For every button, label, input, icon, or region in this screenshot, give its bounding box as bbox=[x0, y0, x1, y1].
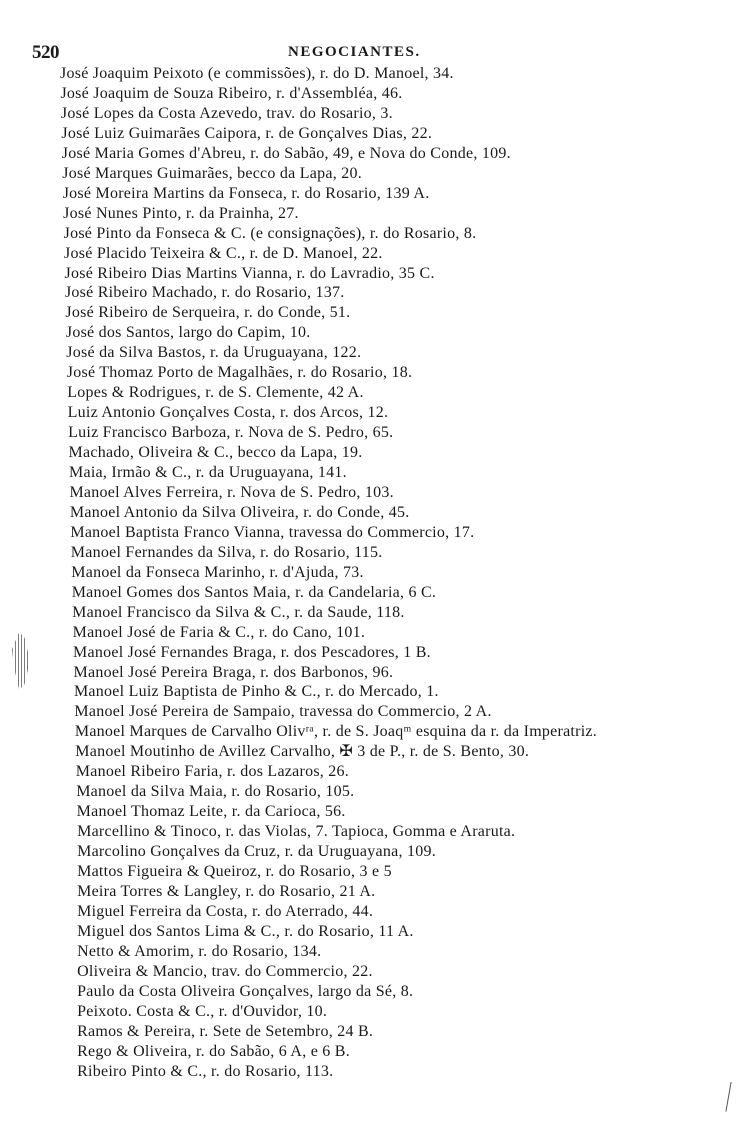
directory-entry: José Ribeiro Machado, r. do Rosario, 137. bbox=[64, 284, 345, 302]
directory-entry: José Luiz Guimarães Caipora, r. de Gonçalves Dias, 22. bbox=[61, 124, 433, 142]
directory-entry: Manoel Gomes dos Santos Maia, r. da Candelaria, 6 C. bbox=[71, 583, 437, 601]
directory-entry: Netto & Amorim, r. do Rosario, 134. bbox=[77, 942, 322, 960]
directory-entry: Manoel Francisco da Silva & C., r. da Saude, 118. bbox=[72, 603, 405, 621]
directory-entry: Marcolino Gonçalves da Cruz, r. da Uruguayana, 109. bbox=[77, 843, 436, 861]
directory-entry: José Moreira Martins da Fonseca, r. do Rosario, 139 A. bbox=[62, 184, 430, 202]
directory-entry: Ribeiro Pinto & C., r. do Rosario, 113. bbox=[77, 1062, 334, 1080]
directory-entry: José Placido Teixeira & C., r. de D. Manoel, 22. bbox=[64, 244, 383, 262]
directory-entry: José Ribeiro de Serqueira, r. do Conde, 51. bbox=[65, 304, 351, 322]
directory-entry: Manoel da Silva Maia, r. do Rosario, 105. bbox=[76, 783, 355, 801]
directory-entry: Manoel José Pereira de Sampaio, travessa do Commercio, 2 A. bbox=[74, 703, 492, 721]
directory-entry: José Marques Guimarães, becco da Lapa, 20. bbox=[62, 164, 362, 182]
directory-entry: Mattos Figueira & Queiroz, r. do Rosario, 3 e 5 bbox=[77, 863, 392, 880]
directory-entry: Manoel Moutinho de Avillez Carvalho, ✠ 3 de P., r. de S. Bento, 30. bbox=[75, 743, 530, 761]
directory-entry: José Maria Gomes d'Abreu, r. do Sabão, 49, e Nova do Conde, 109. bbox=[61, 144, 511, 162]
directory-entry: Manoel da Fonseca Marinho, r. d'Ajuda, 73. bbox=[71, 563, 364, 581]
directory-entry: José Lopes da Costa Azevedo, trav. do Rosario, 3. bbox=[60, 104, 393, 122]
directory-entry: José Ribeiro Dias Martins Vianna, r. do Lavradio, 35 C. bbox=[64, 264, 435, 282]
directory-entry: Maia, Irmão & C., r. da Uruguayana, 141. bbox=[69, 464, 347, 481]
running-head-title: NEGOCIANTES. bbox=[288, 44, 421, 60]
directory-entry: José Nunes Pinto, r. da Prainha, 27. bbox=[63, 204, 299, 222]
directory-entry: Peixoto. Costa & C., r. d'Ouvidor, 10. bbox=[77, 1002, 328, 1020]
directory-entry: José da Silva Bastos, r. da Uruguayana, 122. bbox=[66, 344, 362, 362]
directory-entry: Oliveira & Mancio, trav. do Commercio, 22. bbox=[77, 962, 373, 980]
directory-entry: Manoel José de Faria & C., r. do Cano, 101. bbox=[72, 623, 366, 641]
directory-entry: José Pinto da Fonseca & C. (e consignações), r. do Rosario, 8. bbox=[63, 224, 477, 242]
directory-entry: Paulo da Costa Oliveira Gonçalves, largo da Sé, 8. bbox=[77, 982, 414, 1000]
margin-mark bbox=[725, 1082, 733, 1112]
directory-entry: Miguel Ferreira da Costa, r. do Aterrado, 44. bbox=[77, 902, 374, 920]
directory-entry: Miguel dos Santos Lima & C., r. do Rosario, 11 A. bbox=[77, 922, 414, 940]
directory-entry: Machado, Oliveira & C., becco da Lapa, 19. bbox=[68, 444, 363, 462]
page-number: 520 bbox=[32, 42, 59, 63]
directory-entry: José Thomaz Porto de Magalhães, r. do Rosario, 18. bbox=[66, 364, 413, 382]
directory-entry: Luiz Antonio Gonçalves Costa, r. dos Arcos, 12. bbox=[67, 404, 389, 422]
directory-entry: Rego & Oliveira, r. do Sabão, 6 A, e 6 B. bbox=[77, 1042, 350, 1060]
directory-entry: Manoel Marques de Carvalho Olivʳᵃ, r. de S. Joaqᵐ esquina da r. da Imperatriz. bbox=[74, 723, 597, 741]
directory-entry: Manoel Luiz Baptista de Pinho & C., r. do Mercado, 1. bbox=[73, 683, 439, 701]
directory-entry: Marcellino & Tinoco, r. das Violas, 7. Tapioca, Gomma e Araruta. bbox=[77, 823, 516, 841]
directory-entry: Manoel Thomaz Leite, r. da Carioca, 56. bbox=[76, 803, 346, 821]
directory-entry: Manoel Baptista Franco Vianna, travessa do Commercio, 17. bbox=[70, 523, 475, 541]
directory-entry: Manoel José Fernandes Braga, r. dos Pescadores, 1 B. bbox=[73, 643, 431, 661]
directory-entry: Manoel Ribeiro Faria, r. dos Lazaros, 26. bbox=[75, 763, 350, 781]
directory-entry: Ramos & Pereira, r. Sete de Setembro, 24 B. bbox=[77, 1022, 374, 1040]
directory-entry: José Joaquim de Souza Ribeiro, r. d'Assembléa, 46. bbox=[60, 84, 403, 102]
directory-entry: José dos Santos, largo do Capim, 10. bbox=[65, 324, 311, 342]
directory-entry: Manoel Antonio da Silva Oliveira, r. do Conde, 45. bbox=[69, 503, 410, 521]
directory-entry: Meira Torres & Langley, r. do Rosario, 21 A. bbox=[77, 882, 376, 900]
directory-entry: José Joaquim Peixoto (e commissões), r. do D. Manoel, 34. bbox=[60, 65, 454, 82]
margin-smudge bbox=[12, 632, 30, 690]
directory-entry: Manoel Alves Ferreira, r. Nova de S. Pedro, 103. bbox=[69, 483, 394, 501]
directory-entry: Lopes & Rodrigues, r. de S. Clemente, 42 A. bbox=[67, 384, 364, 402]
directory-entry: Luiz Francisco Barboza, r. Nova de S. Pedro, 65. bbox=[68, 424, 394, 442]
directory-entry: Manoel Fernandes da Silva, r. do Rosario, 115. bbox=[70, 543, 383, 561]
directory-entry: Manoel José Pereira Braga, r. dos Barbonos, 96. bbox=[73, 663, 394, 681]
